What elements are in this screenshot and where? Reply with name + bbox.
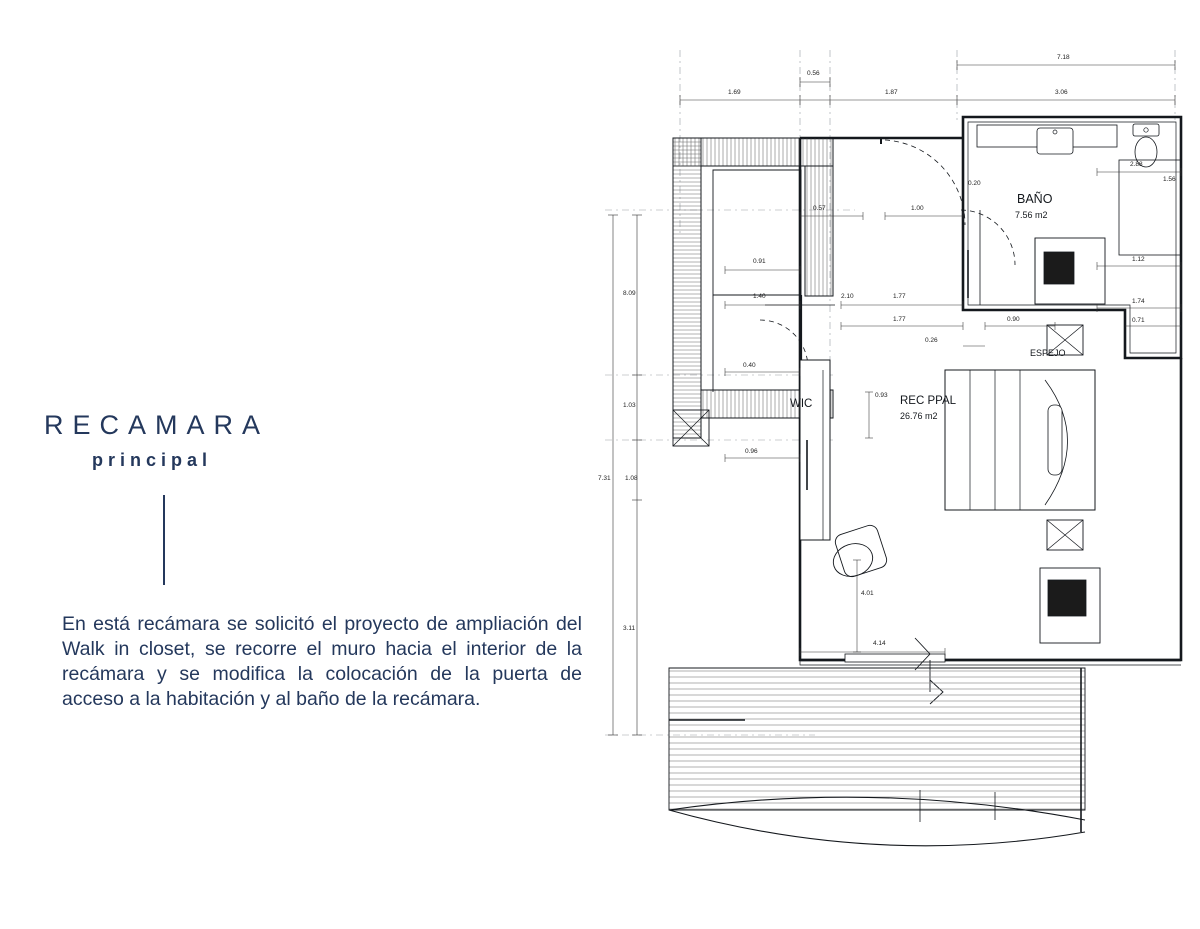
dim-1-03: 1.03 (623, 402, 636, 409)
dim-7-18: 7.18 (1057, 54, 1070, 61)
page-title: RECAMARA (44, 410, 270, 440)
label-espejo: ESPEJO (1030, 348, 1066, 358)
dim-1-56: 1.56 (1163, 176, 1176, 183)
dim-0-56: 0.56 (807, 70, 820, 77)
dim-0-93: 0.93 (875, 392, 888, 399)
room-area-rec-ppal: 26.76 m2 (900, 411, 938, 421)
dim-0-96: 0.96 (745, 448, 758, 455)
dim-0-91: 0.91 (753, 258, 766, 265)
dim-1-77-b: 1.77 (893, 316, 906, 323)
dim-4-14: 4.14 (873, 640, 886, 647)
room-label-rec-ppal: REC PPAL (900, 395, 957, 407)
dim-8-09: 8.09 (623, 290, 636, 297)
dim-1-40: 1.40 (753, 293, 766, 300)
dim-2-88: 2.88 (1130, 161, 1143, 168)
dim-3-11: 3.11 (623, 625, 636, 632)
dim-1-08: 1.08 (625, 475, 638, 482)
dim-0-57: 0.57 (813, 205, 826, 212)
dim-0-40: 0.40 (743, 362, 756, 369)
dim-4-01: 4.01 (861, 590, 874, 597)
dim-7-31: 7.31 (598, 475, 611, 482)
dim-0-90: 0.90 (1007, 316, 1020, 323)
dim-1-87: 1.87 (885, 89, 898, 96)
room-label-bano: BAÑO (1017, 192, 1053, 206)
dim-0-26: 0.26 (925, 337, 938, 344)
room-label-wic: WIC (790, 398, 813, 410)
dim-2-10: 2.10 (841, 293, 854, 300)
dim-1-69: 1.69 (728, 89, 741, 96)
floorplan-svg (585, 20, 1185, 900)
dim-1-77-a: 1.77 (893, 293, 906, 300)
dim-1-74: 1.74 (1132, 298, 1145, 305)
description-text (62, 612, 582, 712)
description-paragraph: En está recámara se solicitó el proyecto de ampliación del Walk in closet, se recorre el muro hacia el interior de la recámara y se modifica la colocación de la puerta de acceso a la habitación y al baño de la recámara. (62, 613, 582, 710)
room-area-bano: 7.56 m2 (1015, 210, 1048, 220)
dim-0-71: 0.71 (1132, 317, 1145, 324)
floorplan-drawing (585, 20, 1185, 900)
dim-0-20: 0.20 (968, 180, 981, 187)
title-divider (163, 495, 165, 585)
dim-1-12: 1.12 (1132, 256, 1145, 263)
dim-3-06: 3.06 (1055, 89, 1068, 96)
page-subtitle: principal (92, 450, 213, 470)
dim-1-00: 1.00 (911, 205, 924, 212)
